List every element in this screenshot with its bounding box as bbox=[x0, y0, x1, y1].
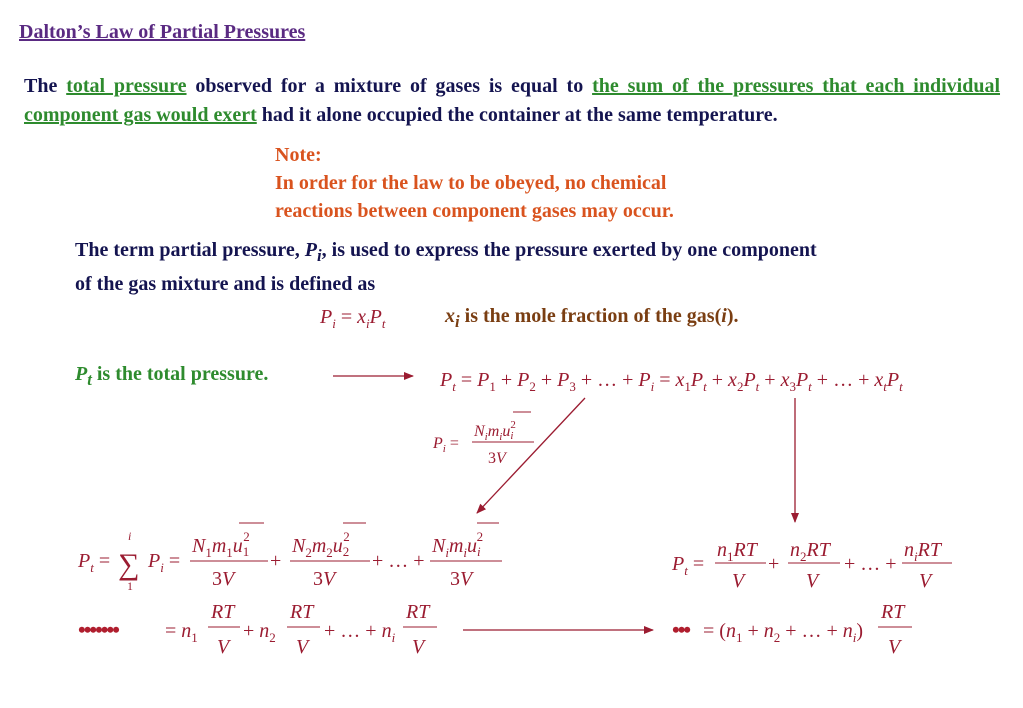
svg-text:n2RT: $n_2RT$ bbox=[790, 539, 830, 564]
svg-text:Pi =: $P_i$ = bbox=[433, 435, 459, 455]
svg-text:Pi =: $P_i$ = bbox=[148, 550, 181, 575]
svg-text:V: V bbox=[296, 636, 309, 658]
svg-text:∑: ∑ bbox=[118, 548, 140, 581]
continuation-dots-right: ••• bbox=[672, 617, 690, 642]
svg-text:Pt = P1 + P2 + P3 + … + Pi = x: $P_t = P_1 + P_2 + P_3$ + … + $P_i = x_1P_t + x_2P_t + x_3P_t$ + … + $x_tP_t$ bbox=[440, 369, 903, 394]
svg-text:3V: 3V bbox=[313, 568, 336, 590]
svg-text:3V: 3V bbox=[212, 568, 235, 590]
svg-text:+: + bbox=[270, 550, 282, 572]
svg-text:+ n2: + $n_2$ bbox=[243, 620, 276, 645]
note-heading: Note: bbox=[275, 144, 322, 166]
page-title: Dalton’s Law of Partial Pressures bbox=[19, 21, 306, 43]
note-line-2: reactions between component gases may occur. bbox=[275, 200, 674, 222]
svg-text:V: V bbox=[919, 570, 932, 592]
note-line-1: In order for the law to be obeyed, no chemical bbox=[275, 172, 667, 194]
equation-kinetic-partial bbox=[432, 412, 534, 467]
pi-symbol: P bbox=[304, 239, 318, 261]
svg-text:= n1: = $n_1$ bbox=[165, 620, 198, 645]
svg-text:V: V bbox=[806, 570, 819, 592]
svg-text:i: i bbox=[128, 529, 132, 543]
definition-line-1: The term partial pressure, $P_i$, is used to express the pressure exerted by one component bbox=[75, 239, 817, 265]
svg-text:V: V bbox=[888, 636, 901, 658]
svg-text:+ … + ni: + … + $n_i$ bbox=[324, 620, 396, 645]
svg-text:+ … +: + … + bbox=[372, 550, 425, 572]
svg-text:Nimiui2: $N_im_iui2$ bbox=[474, 419, 516, 443]
equation-kinetic-sum bbox=[77, 523, 502, 593]
definition-line-2: of the gas mixture and is defined as bbox=[75, 273, 376, 295]
svg-text:RT: RT bbox=[406, 601, 430, 623]
svg-text:V: V bbox=[412, 636, 425, 658]
svg-text:RT: RT bbox=[211, 601, 235, 623]
svg-text:Pt =: $P_t$ = bbox=[78, 550, 111, 575]
equation-bottom-right bbox=[703, 601, 912, 658]
total-pressure-term: total pressure bbox=[66, 75, 187, 97]
total-pressure-note: $P_t$ is the total pressure. bbox=[75, 363, 269, 389]
svg-text:+ … +: + … + bbox=[844, 553, 897, 575]
equation-ideal-gas-sum bbox=[671, 539, 952, 592]
equation-partial-definition bbox=[319, 306, 386, 331]
svg-text:Nimiui2: $N_im_iu_i2$ bbox=[432, 529, 484, 560]
sum-of-pressures-term: the sum of the pressures that each individual component gas would exert bbox=[24, 75, 1001, 126]
svg-text:Pt =: $P_t$ = bbox=[672, 553, 705, 578]
continuation-dots-left: ••••••• bbox=[78, 617, 118, 642]
svg-text:3V: 3V bbox=[488, 450, 506, 467]
svg-text:n1RT: $n_1RT$ bbox=[717, 539, 757, 564]
svg-text:3V: 3V bbox=[450, 568, 473, 590]
svg-text:Pi = xiPt: $P_i = x_iP_t$ bbox=[320, 306, 386, 331]
intro-text-3: had it alone occupied the container at the same temperature. bbox=[256, 104, 778, 126]
svg-text:niRT: $n_iRT$ bbox=[904, 539, 941, 564]
intro-text-2: observed for a mixture of gases is equal to bbox=[186, 75, 593, 97]
svg-text:= (n1 + n2 + … + ni): = ($n_1 + n_2$ + … + $n_i$) bbox=[703, 620, 864, 645]
intro-text-1: The bbox=[24, 75, 67, 97]
equation-bottom-left bbox=[165, 601, 437, 658]
svg-text:V: V bbox=[217, 636, 230, 658]
svg-text:+: + bbox=[768, 553, 780, 575]
svg-text:N2m2u22: $N_2m_2u_22$ bbox=[292, 529, 350, 560]
mole-fraction-note: $x_i$ is the mole fraction of the gas(i). bbox=[445, 305, 739, 331]
svg-text:1: 1 bbox=[127, 579, 133, 593]
svg-text:V: V bbox=[732, 570, 745, 592]
svg-text:RT: RT bbox=[881, 601, 905, 623]
equation-total-sum bbox=[439, 369, 903, 394]
svg-text:RT: RT bbox=[290, 601, 314, 623]
svg-text:N1m1u12: $N_1m_1u_12$ bbox=[192, 529, 250, 560]
